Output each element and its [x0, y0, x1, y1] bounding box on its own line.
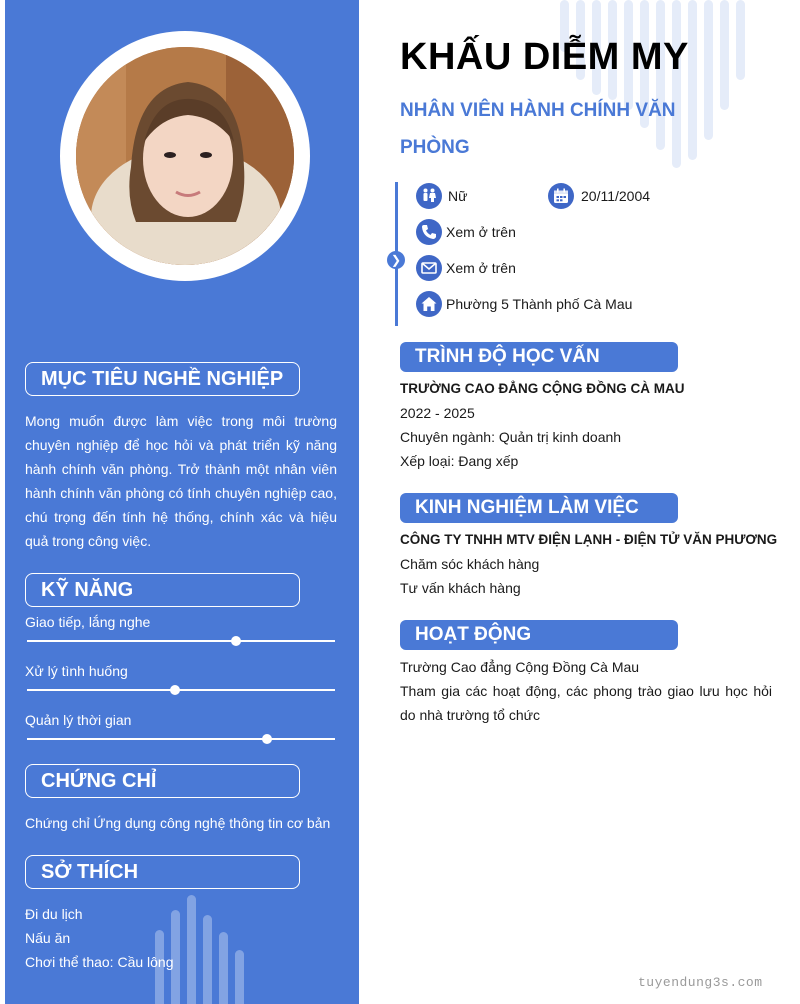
certificate-item: Chứng chỉ Ứng dụng công nghệ thông tin cơ bản — [25, 815, 331, 831]
sidebar — [5, 0, 359, 1004]
company-name: CÔNG TY TNHH MTV ĐIỆN LẠNH - ĐIỆN TỬ VĂN PHƯƠNG — [400, 532, 778, 547]
skill-level-bar — [27, 640, 335, 642]
school-name: TRƯỜNG CAO ĐẲNG CỘNG ĐỒNG CÀ MAU — [400, 381, 685, 396]
activity-line: Tham gia các hoạt động, các phong trào giao lưu học hỏi do nhà trường tổ chức — [400, 683, 772, 723]
candidate-name: KHẤU DIỄM MY — [400, 36, 689, 78]
skill-label: Giao tiếp, lắng nghe — [25, 614, 151, 630]
skill-label: Xử lý tình huống — [25, 663, 128, 679]
education-major: Chuyên ngành: Quản trị kinh doanh — [400, 429, 622, 445]
hobby-item: Đi du lịch — [25, 906, 83, 922]
phone-icon — [416, 219, 442, 245]
skill-level-marker — [170, 685, 180, 695]
home-icon — [416, 291, 442, 317]
skill-level-marker — [262, 734, 272, 744]
chevron-right-icon: ❯ — [387, 251, 405, 269]
dob-value: 20/11/2004 — [581, 188, 651, 204]
hobby-item: Nấu ăn — [25, 930, 71, 946]
experience-task: Tư vấn khách hàng — [400, 580, 521, 596]
activities-heading: HOẠT ĐỘNG — [400, 620, 678, 650]
education-rank: Xếp loại: Đang xếp — [400, 453, 519, 469]
watermark: tuyendung3s.com — [638, 975, 763, 990]
skill-level-bar — [27, 689, 335, 691]
hobbies-heading: SỞ THÍCH — [25, 855, 300, 889]
certificates-heading: CHỨNG CHỈ — [25, 764, 300, 798]
skill-label: Quản lý thời gian — [25, 712, 132, 728]
address-value: Phường 5 Thành phố Cà Mau — [446, 296, 633, 312]
skills-heading: KỸ NĂNG — [25, 573, 300, 607]
objective-text: Mong muốn được làm việc trong môi trường chuyên nghiệp để học hỏi và phát triển kỹ năng hành chính văn phòng. Trở thành một nhân viên hành chính văn phòng có tính chuyên nghiệp cao, chú trọng đến tính hệ thống, chính xác và hiệu quả trong công việc. — [25, 413, 337, 549]
email-icon — [416, 255, 442, 281]
education-period: 2022 - 2025 — [400, 405, 475, 421]
gender-value: Nữ — [448, 188, 468, 204]
hobby-item: Chơi thể thao: Cầu lông — [25, 954, 174, 970]
experience-heading: KINH NGHIỆM LÀM VIỆC — [400, 493, 678, 523]
education-heading: TRÌNH ĐỘ HỌC VẤN — [400, 342, 678, 372]
experience-task: Chăm sóc khách hàng — [400, 556, 540, 572]
avatar — [76, 47, 294, 265]
phone-value: Xem ở trên — [446, 224, 516, 240]
objective-heading: MỤC TIÊU NGHỀ NGHIỆP — [25, 362, 300, 396]
activity-line: Trường Cao đẳng Cộng Đồng Cà Mau — [400, 659, 640, 675]
skill-level-marker — [231, 636, 241, 646]
email-value: Xem ở trên — [446, 260, 516, 276]
gender-icon — [416, 183, 442, 209]
calendar-icon — [548, 183, 574, 209]
candidate-role: NHÂN VIÊN HÀNH CHÍNH VĂN PHÒNG — [400, 100, 676, 158]
skill-level-bar — [27, 738, 335, 740]
avatar-frame — [60, 31, 310, 281]
